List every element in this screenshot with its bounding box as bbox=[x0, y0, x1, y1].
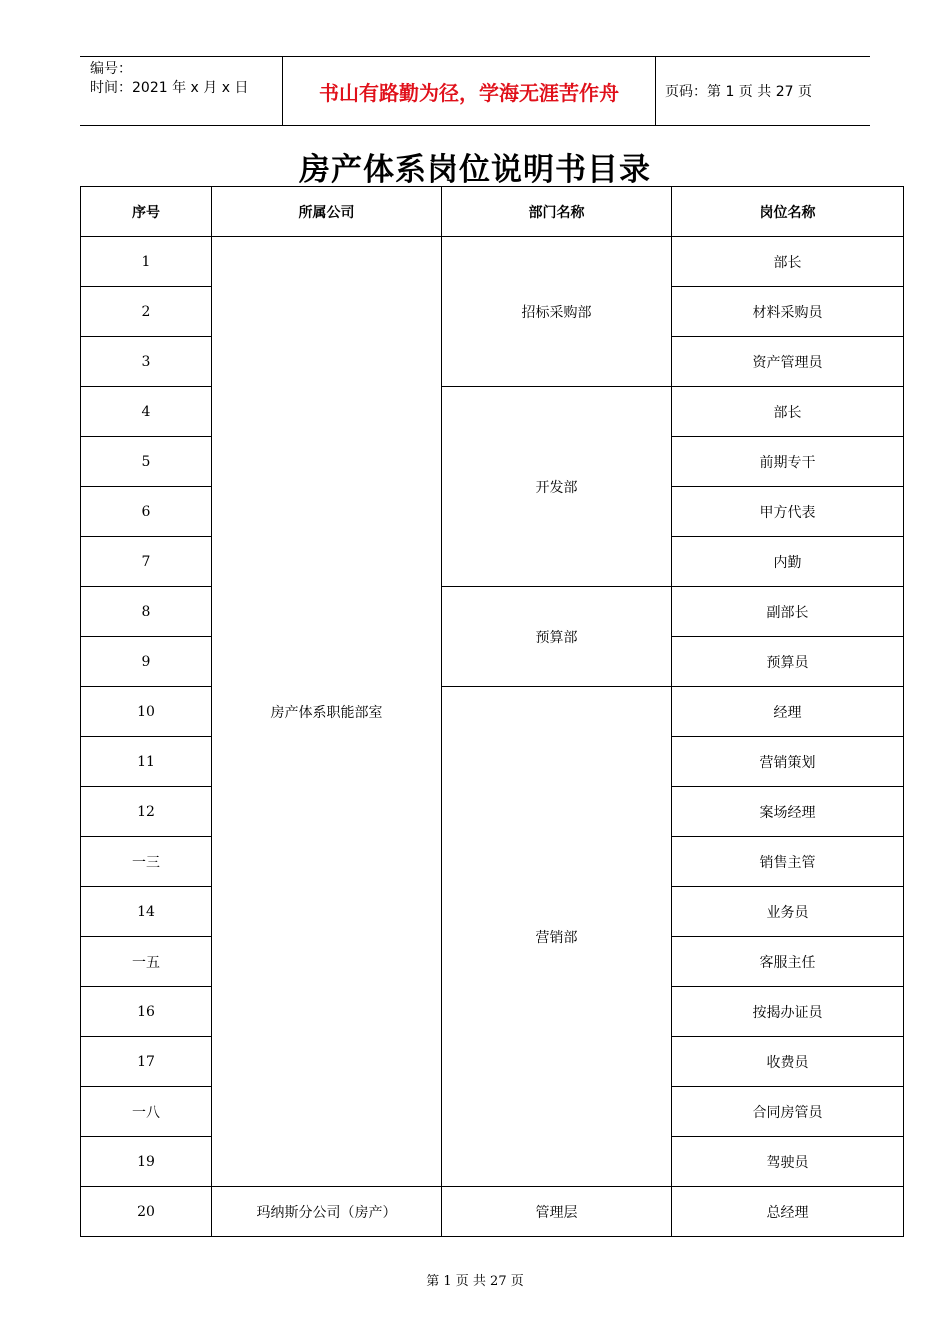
row-number: 7 bbox=[81, 537, 212, 587]
row-number: 14 bbox=[81, 887, 212, 937]
post-cell: 经理 bbox=[672, 687, 904, 737]
table-header-row bbox=[81, 187, 904, 237]
header-motto: 书山有路勤为径，学海无涯苦作舟 bbox=[319, 80, 619, 105]
department-cell: 营销部 bbox=[442, 687, 672, 1187]
post-cell: 收费员 bbox=[672, 1037, 904, 1087]
post-cell: 材料采购员 bbox=[672, 287, 904, 337]
row-number: 10 bbox=[81, 687, 212, 737]
table-row bbox=[81, 1187, 904, 1237]
row-number: 一八 bbox=[81, 1087, 212, 1137]
header-cell-post: 岗位名称 bbox=[672, 187, 904, 237]
department-cell: 开发部 bbox=[442, 387, 672, 587]
table-row bbox=[81, 387, 904, 437]
row-number: 2 bbox=[81, 287, 212, 337]
row-number: 20 bbox=[81, 1187, 212, 1237]
position-directory-table bbox=[80, 186, 904, 1237]
table-row bbox=[81, 687, 904, 737]
post-cell: 副部长 bbox=[672, 587, 904, 637]
post-cell: 销售主管 bbox=[672, 837, 904, 887]
department-cell: 预算部 bbox=[442, 587, 672, 687]
row-number: 19 bbox=[81, 1137, 212, 1187]
company-cell: 房产体系职能部室 bbox=[212, 237, 442, 1187]
row-number: 一三 bbox=[81, 837, 212, 887]
department-cell: 招标采购部 bbox=[442, 237, 672, 387]
post-cell: 甲方代表 bbox=[672, 487, 904, 537]
header-divider bbox=[655, 57, 656, 125]
post-cell: 总经理 bbox=[672, 1187, 904, 1237]
row-number: 11 bbox=[81, 737, 212, 787]
header-cell-company: 所属公司 bbox=[212, 187, 442, 237]
row-number: 16 bbox=[81, 987, 212, 1037]
row-number: 1 bbox=[81, 237, 212, 287]
row-number: 12 bbox=[81, 787, 212, 837]
post-cell: 预算员 bbox=[672, 637, 904, 687]
row-number: 6 bbox=[81, 487, 212, 537]
post-cell: 部长 bbox=[672, 387, 904, 437]
post-cell: 前期专干 bbox=[672, 437, 904, 487]
header-meta bbox=[90, 60, 248, 98]
post-cell: 资产管理员 bbox=[672, 337, 904, 387]
post-cell: 客服主任 bbox=[672, 937, 904, 987]
row-number: 5 bbox=[81, 437, 212, 487]
time-label: 时间：2021 年 x 月 x 日 bbox=[90, 80, 249, 96]
page-footer: 第 1 页 共 27 页 bbox=[426, 1274, 524, 1289]
department-cell: 管理层 bbox=[442, 1187, 672, 1237]
post-cell: 内勤 bbox=[672, 537, 904, 587]
post-cell: 部长 bbox=[672, 237, 904, 287]
document-title: 房产体系岗位说明书目录 bbox=[299, 152, 651, 188]
number-label: 编号： bbox=[90, 61, 132, 77]
header-page-info: 页码：第 1 页 共 27 页 bbox=[665, 84, 812, 100]
post-cell: 按揭办证员 bbox=[672, 987, 904, 1037]
row-number: 17 bbox=[81, 1037, 212, 1087]
post-cell: 驾驶员 bbox=[672, 1137, 904, 1187]
post-cell: 营销策划 bbox=[672, 737, 904, 787]
row-number: 一五 bbox=[81, 937, 212, 987]
row-number: 9 bbox=[81, 637, 212, 687]
post-cell: 合同房管员 bbox=[672, 1087, 904, 1137]
header-cell-no: 序号 bbox=[81, 187, 212, 237]
page-header bbox=[80, 56, 870, 126]
row-number: 4 bbox=[81, 387, 212, 437]
row-number: 8 bbox=[81, 587, 212, 637]
post-cell: 案场经理 bbox=[672, 787, 904, 837]
table-row bbox=[81, 237, 904, 287]
company-cell: 玛纳斯分公司（房产） bbox=[212, 1187, 442, 1237]
header-cell-department: 部门名称 bbox=[442, 187, 672, 237]
table-row bbox=[81, 587, 904, 637]
post-cell: 业务员 bbox=[672, 887, 904, 937]
row-number: 3 bbox=[81, 337, 212, 387]
